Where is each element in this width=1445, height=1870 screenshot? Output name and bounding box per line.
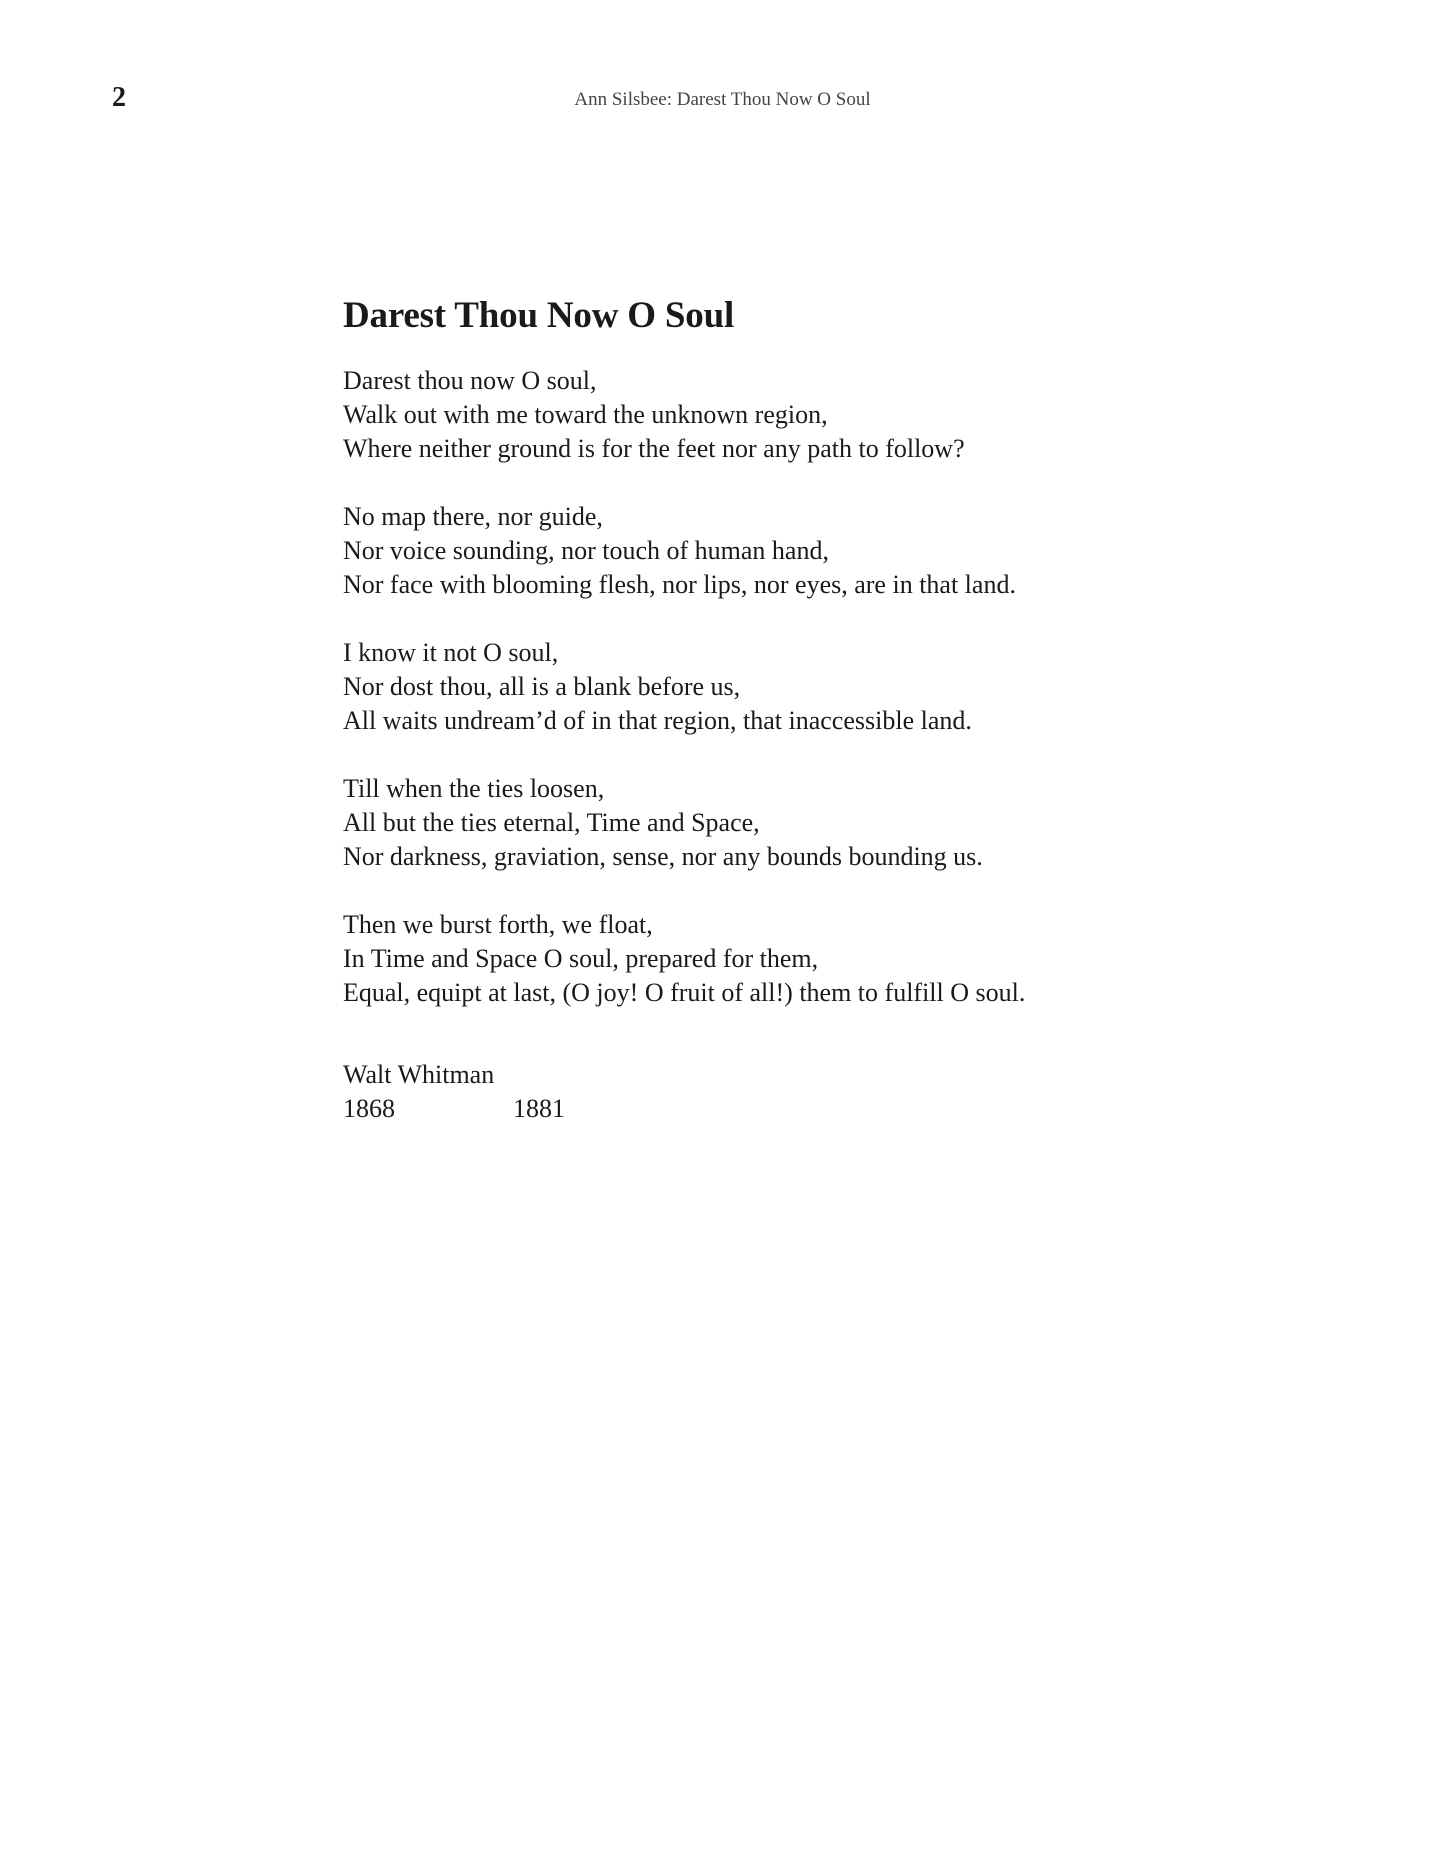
- poem-line: Nor face with blooming flesh, nor lips, nor eyes, are in that land.: [343, 570, 1016, 599]
- author-name: Walt Whitman: [343, 1060, 495, 1089]
- poem-years: [343, 1092, 1343, 1126]
- poem-line: Till when the ties loosen,: [343, 774, 605, 803]
- page-number: 2: [112, 82, 126, 113]
- poem-line: Then we burst forth, we float,: [343, 910, 653, 939]
- year-start: 1868: [343, 1094, 395, 1123]
- stanza-3: [343, 636, 1343, 738]
- stanza-4: [343, 772, 1343, 874]
- poem-line: All waits undream’d of in that region, that inaccessible land.: [343, 706, 972, 735]
- stanza-5: [343, 908, 1343, 1010]
- poem-body: [343, 364, 1343, 1010]
- poem-line: Nor dost thou, all is a blank before us,: [343, 672, 741, 701]
- poem-line: Walk out with me toward the unknown region,: [343, 400, 828, 429]
- poem-line: Where neither ground is for the feet nor any path to follow?: [343, 434, 965, 463]
- poem-line: In Time and Space O soul, prepared for them,: [343, 944, 819, 973]
- stanza-1: [343, 364, 1343, 466]
- poem-line: Darest thou now O soul,: [343, 366, 597, 395]
- stanza-2: [343, 500, 1343, 602]
- poem-line: I know it not O soul,: [343, 638, 559, 667]
- poem-line: Nor voice sounding, nor touch of human hand,: [343, 536, 829, 565]
- poem-line: Equal, equipt at last, (O joy! O fruit of all!) them to fulfill O soul.: [343, 978, 1026, 1007]
- poem-content: [343, 292, 1343, 1126]
- poem-line: No map there, nor guide,: [343, 502, 603, 531]
- poem-line: Nor darkness, graviation, sense, nor any bounds bounding us.: [343, 842, 983, 871]
- running-header: Ann Silsbee: Darest Thou Now O Soul: [574, 89, 871, 110]
- attribution: [343, 1058, 1343, 1126]
- poem-line: All but the ties eternal, Time and Space,: [343, 808, 760, 837]
- poem-title: Darest Thou Now O Soul: [343, 295, 735, 336]
- year-end: 1881: [513, 1094, 565, 1123]
